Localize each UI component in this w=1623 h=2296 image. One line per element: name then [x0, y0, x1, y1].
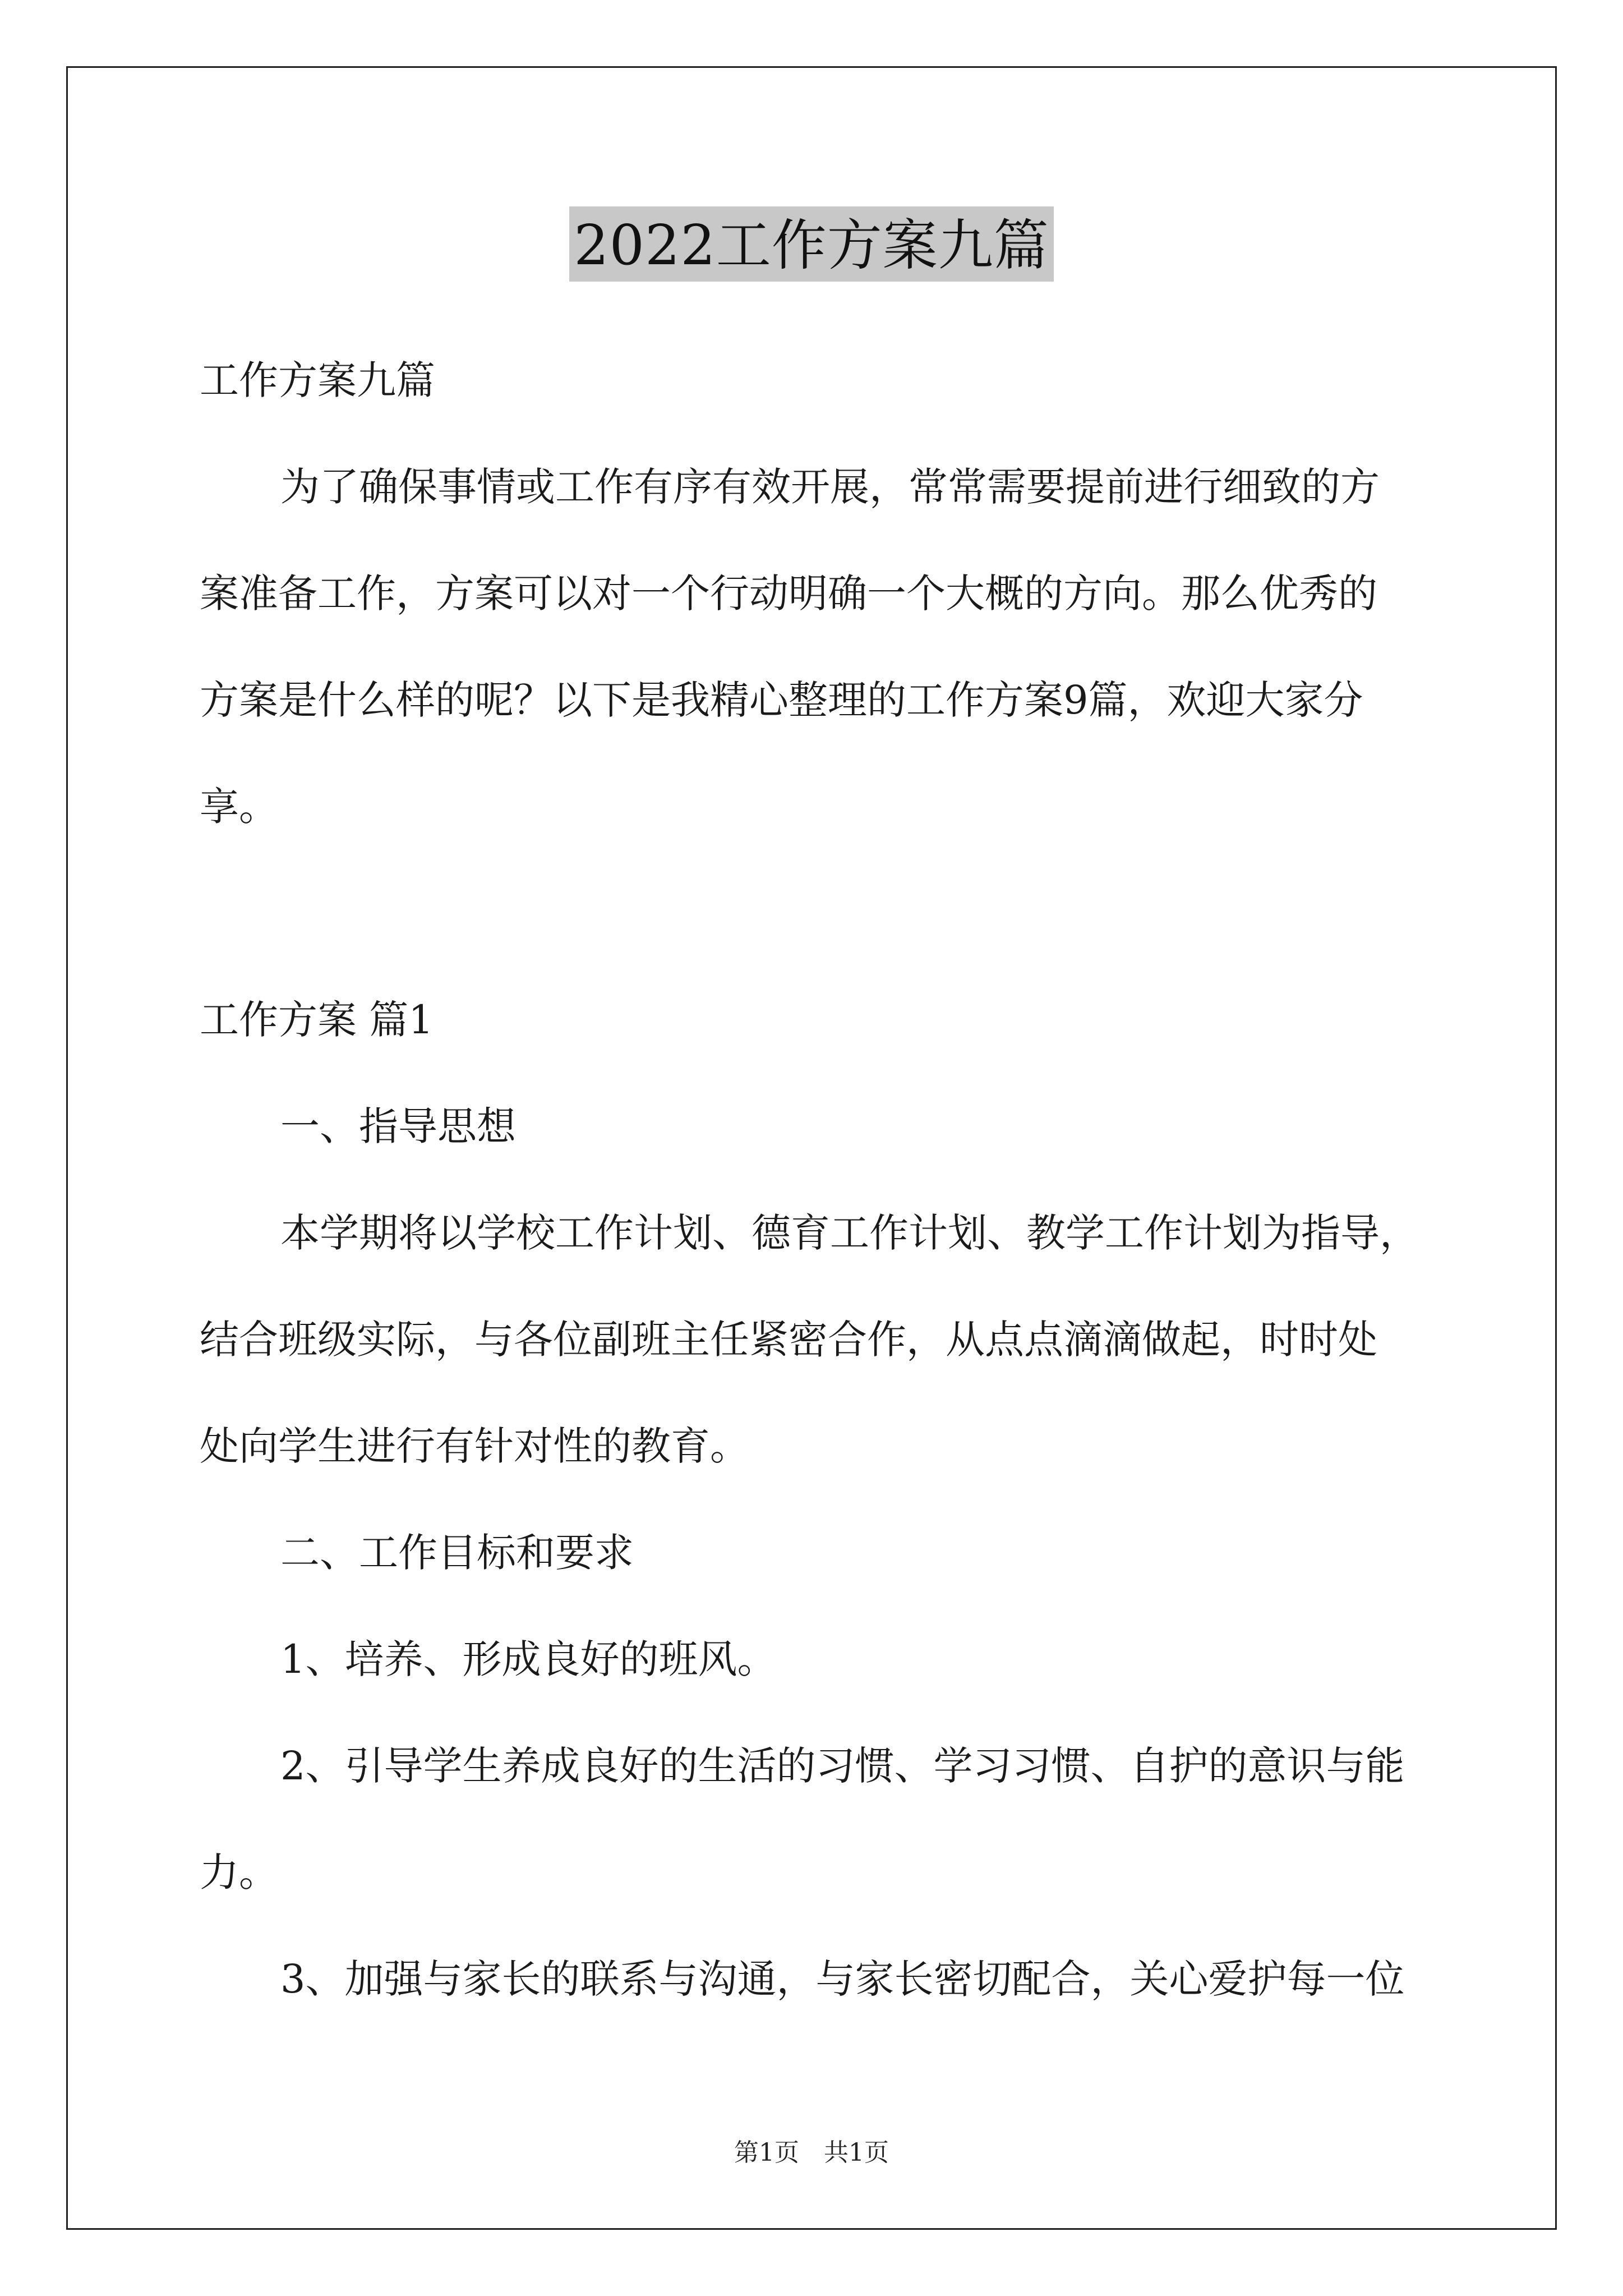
list-item: 3、加强与家长的联系与沟通，与家长密切配合，关心爱护每一位 [280, 1956, 1405, 2002]
subheading: 二、工作目标和要求 [280, 1530, 634, 1576]
list-item-continuation: 力。 [200, 1849, 278, 1895]
paragraph-line: 方案是什么样的呢？以下是我精心整理的工作方案9篇，欢迎大家分 [200, 677, 1363, 723]
list-item: 1、培养、形成良好的班风。 [280, 1636, 777, 1682]
paragraph-line: 结合班级实际，与各位副班主任紧密合作，从点点滴滴做起，时时处 [200, 1317, 1377, 1363]
list-item: 2、引导学生养成良好的生活的习惯、学习习惯、自护的意识与能 [280, 1743, 1405, 1789]
subtitle-line: 工作方案九篇 [200, 357, 435, 403]
paragraph-line: 享。 [200, 784, 278, 830]
subheading: 一、指导思想 [280, 1103, 516, 1149]
paragraph-line: 处向学生进行有针对性的教育。 [200, 1423, 749, 1469]
paragraph-line: 案准备工作，方案可以对一个行动明确一个大概的方向。那么优秀的 [200, 570, 1377, 616]
paragraph-line: 为了确保事情或工作有序有效开展，常常需要提前进行细致的方 [280, 464, 1380, 510]
page-footer: 第1页 共1页 [734, 2138, 889, 2167]
document-title: 2022工作方案九篇 [569, 206, 1053, 282]
section-heading: 工作方案 篇1 [200, 997, 434, 1043]
paragraph-line: 本学期将以学校工作计划、德育工作计划、教学工作计划为指导， [280, 1210, 1419, 1256]
title-container [0, 206, 1623, 282]
